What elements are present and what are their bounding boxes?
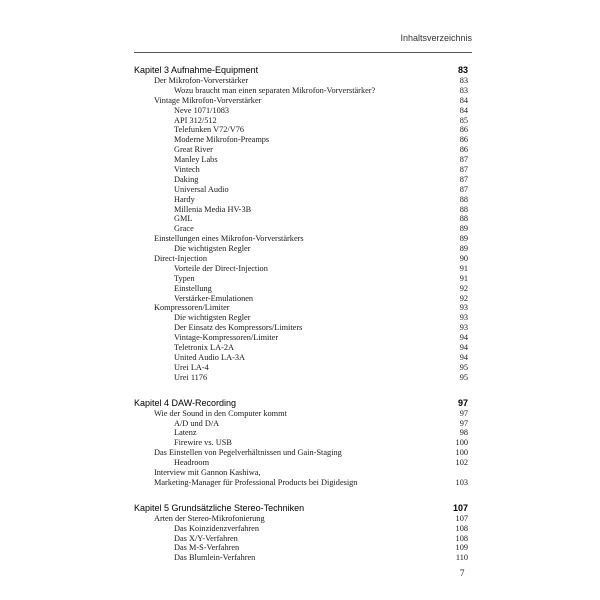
toc-subsection-entry[interactable] (134, 284, 468, 294)
toc-subsection-entry[interactable] (134, 264, 468, 274)
chapter-page: 97 (457, 397, 468, 408)
entry-page: 110 (455, 553, 468, 563)
toc-section-entry[interactable] (134, 96, 468, 106)
entry-page: 83 (459, 85, 468, 95)
toc-section-entry[interactable] (134, 76, 468, 86)
entry-page: 100 (455, 448, 468, 458)
entry-page: 92 (459, 293, 468, 303)
toc-subsection-entry[interactable] (134, 524, 468, 534)
toc-subsection-entry[interactable] (134, 294, 468, 304)
toc-subsection-entry[interactable] (134, 185, 468, 195)
entry-title: United Audio LA-3A (174, 352, 245, 362)
entry-page: 84 (459, 95, 468, 105)
toc-subsection-entry[interactable] (134, 353, 468, 363)
entry-title: Das Blumlein-Verfahren (174, 553, 256, 563)
entry-title: Das M-S-Verfahren (174, 543, 240, 553)
toc-subsection-entry[interactable] (134, 333, 468, 343)
entry-page: 89 (459, 224, 468, 234)
entry-page: 92 (459, 283, 468, 293)
entry-page: 87 (459, 184, 468, 194)
entry-page: 102 (455, 458, 468, 468)
entry-page: 90 (459, 254, 468, 264)
entry-title: Daking (174, 174, 199, 184)
toc-subsection-entry[interactable] (134, 86, 468, 96)
chapter-block (134, 502, 468, 563)
entry-title: Grace (174, 224, 194, 234)
toc-subsection-entry[interactable] (134, 175, 468, 185)
entry-title: Millenia Media HV-3B (174, 204, 252, 214)
entry-title: Das Einstellen von Pegelverhältnissen und Gain-Staging (154, 448, 342, 458)
entry-title: Great River (174, 145, 213, 155)
toc-subsection-entry[interactable] (134, 363, 468, 373)
entry-title: API 312/512 (174, 115, 217, 125)
entry-page: 94 (459, 343, 468, 353)
toc-section-entry[interactable] (134, 254, 468, 264)
chapter-title: Kapitel 3 Aufnahme-Equipment (134, 65, 259, 75)
entry-title: Marketing-Manager für Professional Products bei Digidesign (154, 477, 358, 487)
entry-page: 94 (459, 352, 468, 362)
entry-page: 91 (459, 273, 468, 283)
toc-section-entry[interactable] (134, 468, 468, 478)
toc-subsection-entry[interactable] (134, 428, 468, 438)
entry-page: 89 (459, 244, 468, 254)
toc-subsection-entry[interactable] (134, 543, 468, 553)
entry-page: 83 (459, 76, 468, 85)
toc-subsection-entry[interactable] (134, 214, 468, 224)
entry-title: Die wichtigsten Regler (174, 244, 251, 254)
toc-subsection-entry[interactable] (134, 274, 468, 284)
entry-title: Vintage Mikrofon-Vorverstärker (154, 95, 262, 105)
toc-subsection-entry[interactable] (134, 553, 468, 563)
toc-subsection-entry[interactable] (134, 419, 468, 429)
entry-page: 86 (459, 145, 468, 155)
entry-title: Die wichtigsten Regler (174, 313, 251, 323)
header-rule (134, 52, 472, 53)
toc-subsection-entry[interactable] (134, 106, 468, 116)
chapter-page: 107 (452, 502, 468, 513)
toc-subsection-entry[interactable] (134, 534, 468, 544)
entry-title: Typen (174, 273, 195, 283)
toc-subsection-entry[interactable] (134, 373, 468, 383)
entry-page: 109 (455, 543, 468, 553)
entry-title: Vorteile der Direct-Injection (174, 263, 268, 273)
running-head: Inhaltsverzeichnis (400, 33, 472, 43)
entry-title: Firewire vs. USB (174, 438, 232, 448)
entry-page: 100 (455, 438, 468, 448)
entry-title: Wozu braucht man einen separaten Mikrofon-Vorverstärker? (174, 85, 376, 95)
toc-subsection-entry[interactable] (134, 145, 468, 155)
toc-subsection-entry[interactable] (134, 458, 468, 468)
entry-title: A/D und D/A (174, 418, 220, 428)
toc-subsection-entry[interactable] (134, 343, 468, 353)
toc-section-entry[interactable] (134, 234, 468, 244)
entry-title: Einstellung (174, 283, 212, 293)
entry-page: 97 (459, 408, 468, 418)
toc-subsection-entry[interactable] (134, 116, 468, 126)
entry-title: Kompressoren/Limiter (154, 303, 230, 313)
entry-page: 88 (459, 214, 468, 224)
entry-title: Wie der Sound in den Computer kommt (154, 408, 287, 418)
entry-title: Vintage-Kompressoren/Limiter (174, 333, 279, 343)
entry-title: Urei 1176 (174, 372, 208, 382)
toc-subsection-entry[interactable] (134, 205, 468, 215)
chapter-block (134, 64, 468, 383)
entry-title: Direct-Injection (154, 254, 207, 264)
entry-page: 88 (459, 204, 468, 214)
entry-page: 91 (459, 263, 468, 273)
chapter-page: 83 (457, 65, 468, 75)
toc-subsection-entry[interactable] (134, 438, 468, 448)
entry-title: Universal Audio (174, 184, 229, 194)
entry-title: Verstärker-Emulationen (174, 293, 254, 303)
entry-page: 89 (459, 234, 468, 244)
entry-title: Manley Labs (174, 155, 218, 165)
entry-page: 93 (459, 303, 468, 313)
entry-title: Der Mikrofon-Vorverstärker (154, 76, 249, 85)
toc-subsection-entry[interactable] (134, 244, 468, 254)
toc-subsection-entry[interactable] (134, 125, 468, 135)
toc-section-entry[interactable] (134, 303, 468, 313)
chapter-heading[interactable] (134, 64, 468, 76)
entry-page: 93 (459, 313, 468, 323)
chapter-title: Kapitel 5 Grundsätzliche Stereo-Techniken (134, 502, 305, 513)
entry-title: Latenz (174, 428, 197, 438)
toc-subsection-entry[interactable] (134, 195, 468, 205)
entry-title: Vintech (174, 165, 200, 175)
entry-page: 94 (459, 333, 468, 343)
toc-subsection-entry[interactable] (134, 155, 468, 165)
entry-page: 103 (455, 477, 468, 487)
toc-section-entry[interactable] (134, 409, 468, 419)
entry-title: Das Koinzidenzverfahren (174, 523, 260, 533)
chapter-heading[interactable] (134, 502, 468, 514)
entry-page: 95 (459, 372, 468, 382)
toc-subsection-entry[interactable] (134, 165, 468, 175)
entry-page: 86 (459, 135, 468, 145)
entry-title: Moderne Mikrofon-Preamps (174, 135, 270, 145)
entry-page: 95 (459, 362, 468, 372)
entry-title: Einstellungen eines Mikrofon-Vorverstärkers (154, 234, 304, 244)
entry-page: 97 (459, 418, 468, 428)
toc-subsection-entry[interactable] (134, 313, 468, 323)
toc-subsection-entry[interactable] (134, 323, 468, 333)
toc-section-entry[interactable] (134, 478, 468, 488)
table-of-contents (134, 64, 468, 563)
entry-page: 86 (459, 125, 468, 135)
entry-page: 98 (459, 428, 468, 438)
entry-title: Urei LA-4 (174, 362, 209, 372)
chapter-heading[interactable] (134, 397, 468, 409)
toc-subsection-entry[interactable] (134, 224, 468, 234)
entry-title: Teletronix LA-2A (174, 343, 235, 353)
toc-section-entry[interactable] (134, 448, 468, 458)
entry-title: Der Einsatz des Kompressors/Limiters (174, 323, 303, 333)
entry-title: Das X/Y-Verfahren (174, 533, 238, 543)
chapter-title: Kapitel 4 DAW-Recording (134, 397, 237, 408)
toc-section-entry[interactable] (134, 514, 468, 524)
entry-page: 85 (459, 115, 468, 125)
entry-page: 107 (455, 513, 468, 523)
entry-title: Headroom (174, 458, 210, 468)
entry-title: Telefunken V72/V76 (174, 125, 245, 135)
page-number: 7 (460, 568, 465, 578)
entry-page: 88 (459, 194, 468, 204)
entry-page: 93 (459, 323, 468, 333)
entry-title: Neve 1071/1083 (174, 105, 230, 115)
entry-title: Arten der Stereo-Mikrofonierung (154, 513, 265, 523)
entry-page: 87 (459, 155, 468, 165)
entry-page: 84 (459, 105, 468, 115)
entry-title: Interview mit Gannon Kashiwa, (154, 467, 261, 477)
entry-page: 108 (455, 523, 468, 533)
chapter-block (134, 397, 468, 488)
entry-title: Hardy (174, 194, 195, 204)
entry-page: 87 (459, 165, 468, 175)
entry-title: GML (174, 214, 193, 224)
entry-page: 108 (455, 533, 468, 543)
entry-page: 87 (459, 174, 468, 184)
toc-subsection-entry[interactable] (134, 135, 468, 145)
